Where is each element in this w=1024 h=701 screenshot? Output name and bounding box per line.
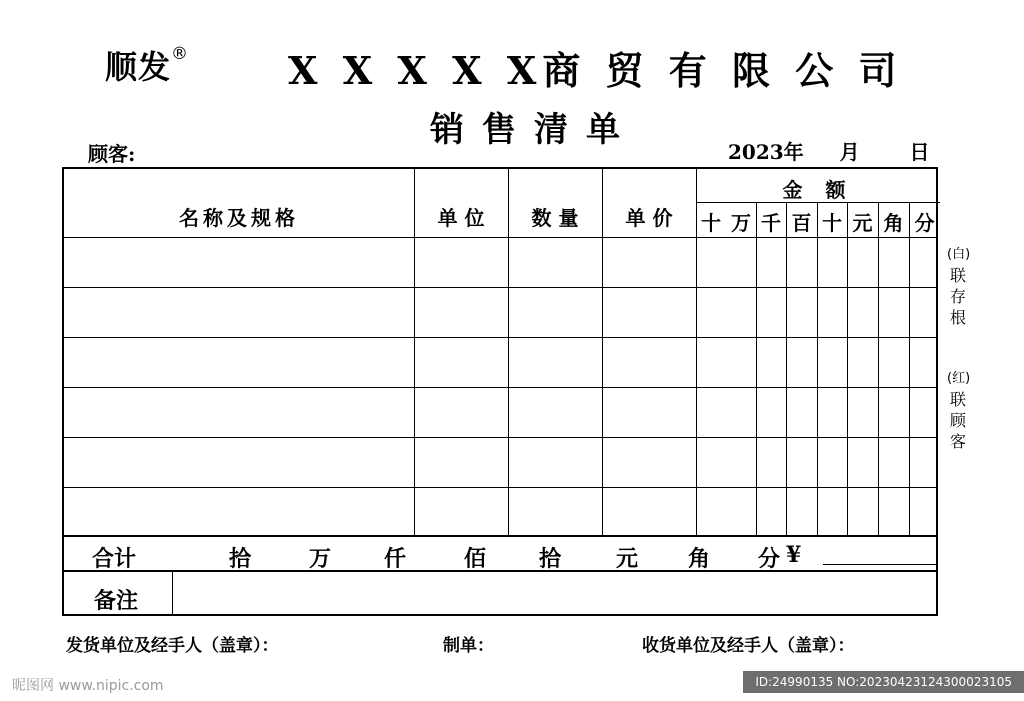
col-header-unit: 单 位 xyxy=(437,206,485,230)
amount-unit-label: 十 xyxy=(701,211,721,235)
total-unit-label: 角 xyxy=(688,546,711,572)
date-day: 日 xyxy=(909,140,930,164)
amount-unit-label: 十 xyxy=(822,211,842,235)
copy-note-char: 联 xyxy=(949,266,966,285)
total-unit-label: 拾 xyxy=(539,546,562,572)
remarks-label: 备注 xyxy=(94,588,139,614)
total-unit-label: 元 xyxy=(616,546,639,572)
date-line xyxy=(728,136,930,165)
total-unit-label: 万 xyxy=(309,546,332,572)
amount-header-line xyxy=(696,202,940,203)
brand-name: 顺发 xyxy=(105,48,172,86)
table-row-line xyxy=(64,487,936,488)
amount-unit-label: 元 xyxy=(852,211,873,235)
table-row-line xyxy=(64,237,936,238)
col-header-price: 单 价 xyxy=(625,206,673,230)
copy-note-char: 联 xyxy=(949,390,966,409)
copy-note-char: 存 xyxy=(949,287,966,306)
remarks-divider xyxy=(172,570,173,616)
table-col-line xyxy=(602,169,603,535)
customer-label: 顾客: xyxy=(88,142,136,166)
amount-unit-label: 万 xyxy=(731,211,751,235)
date-month: 月 xyxy=(839,140,860,164)
total-amount-line xyxy=(823,564,938,565)
company-name: X X X X X商 贸 有 限 公 司 xyxy=(288,48,903,93)
table-row-line xyxy=(64,570,936,572)
receiver-signature-label: 收货单位及经手人（盖章）： xyxy=(642,636,855,656)
table-col-line xyxy=(414,169,415,535)
table-col-line xyxy=(696,169,697,535)
table-row-line xyxy=(64,337,936,338)
table-row-line xyxy=(64,535,936,537)
copy-note-char: 客 xyxy=(949,432,966,451)
total-unit-label: 分 xyxy=(758,546,781,572)
total-unit-label: 佰 xyxy=(464,546,487,572)
image-id-watermark: ID:24990135 NO:20230423124300023105 xyxy=(743,671,1024,693)
copy-note-red-paren: (红) xyxy=(947,371,971,386)
maker-label: 制单： xyxy=(443,636,494,656)
amount-unit-label: 角 xyxy=(883,211,904,235)
table-col-line xyxy=(508,169,509,535)
col-header-amount: 金 额 xyxy=(782,178,854,202)
amount-digit-line xyxy=(847,202,848,535)
copy-note-char: 根 xyxy=(949,308,966,327)
amount-digit-line xyxy=(786,202,787,535)
amount-digit-line xyxy=(909,202,910,535)
sales-form-table xyxy=(62,167,938,616)
amount-digit-line xyxy=(878,202,879,535)
total-unit-label: 拾 xyxy=(229,546,252,572)
col-header-quantity: 数 量 xyxy=(531,206,579,230)
copy-note-red xyxy=(947,368,969,452)
amount-digit-line xyxy=(817,202,818,535)
amount-unit-label: 分 xyxy=(914,211,935,235)
table-row-line xyxy=(64,287,936,288)
total-label: 合计 xyxy=(92,546,137,572)
shipper-signature-label: 发货单位及经手人（盖章）： xyxy=(66,636,279,656)
registered-mark: ® xyxy=(171,44,190,64)
amount-unit-label: 百 xyxy=(791,211,812,235)
site-watermark: 昵图网 www.nipic.com xyxy=(12,678,164,694)
date-year: 2023年 xyxy=(728,140,804,164)
document-title: 销售清单 xyxy=(430,110,638,150)
table-row-line xyxy=(64,387,936,388)
brand-logo xyxy=(105,42,189,88)
amount-digit-line xyxy=(756,202,757,535)
copy-note-white xyxy=(947,244,969,328)
table-row-line xyxy=(64,437,936,438)
total-unit-label: 仟 xyxy=(384,546,407,572)
copy-note-char: 顾 xyxy=(949,411,966,430)
col-header-name: 名称及规格 xyxy=(179,206,299,230)
total-currency: ¥ xyxy=(786,542,802,568)
amount-unit-label: 千 xyxy=(761,211,781,235)
copy-note-white-paren: (白) xyxy=(947,247,971,262)
